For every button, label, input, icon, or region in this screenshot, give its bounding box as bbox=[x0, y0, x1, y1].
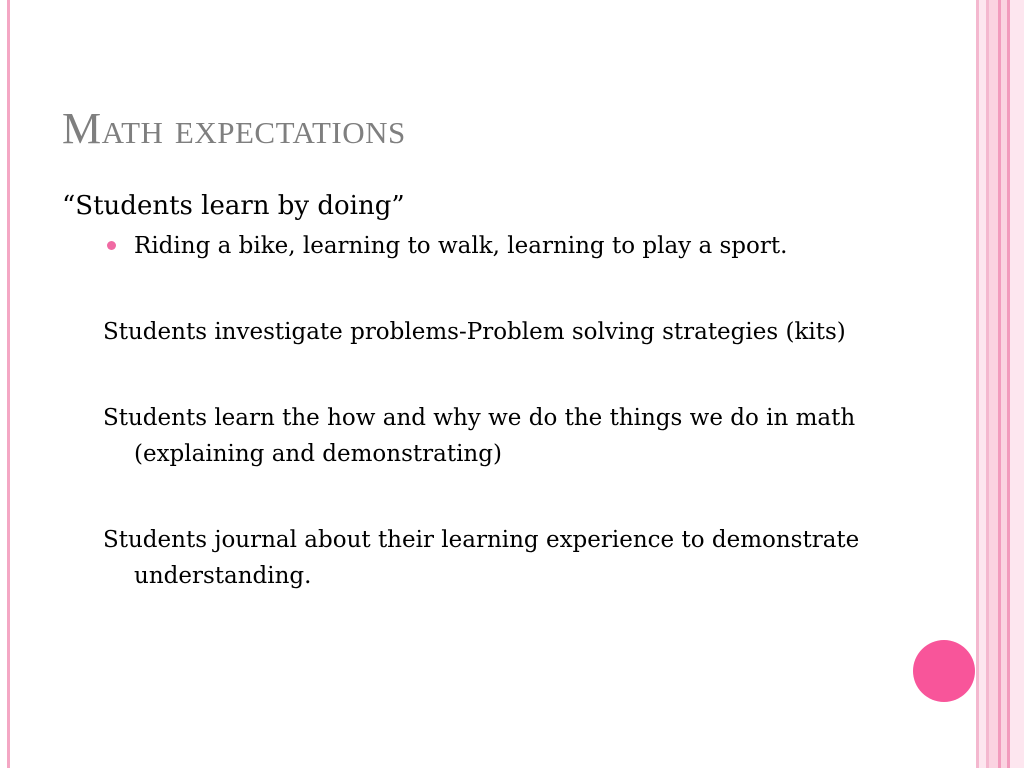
main-point: “Students learn by doing” bbox=[62, 191, 405, 221]
right-border-stripe bbox=[979, 0, 986, 768]
slide-title: Math expectations bbox=[62, 104, 406, 153]
bullet-text: Riding a bike, learning to walk, learning to play a sport. bbox=[134, 233, 788, 259]
bullet-dot-icon bbox=[107, 241, 116, 250]
bullet-item bbox=[62, 228, 922, 264]
right-border-stripe bbox=[989, 0, 998, 768]
decorative-circle bbox=[913, 640, 975, 702]
right-border-stripe bbox=[1010, 0, 1024, 768]
paragraph-investigate: Students investigate problems-Problem solving strategies (kits) bbox=[103, 319, 846, 345]
left-border-line bbox=[7, 0, 10, 768]
slide-body bbox=[62, 188, 922, 594]
paragraph-journal: Students journal about their learning experience to demonstrate understanding. bbox=[103, 527, 860, 589]
paragraph-how-and-why: Students learn the how and why we do the things we do in math (explaining and demonstrating) bbox=[103, 405, 856, 467]
